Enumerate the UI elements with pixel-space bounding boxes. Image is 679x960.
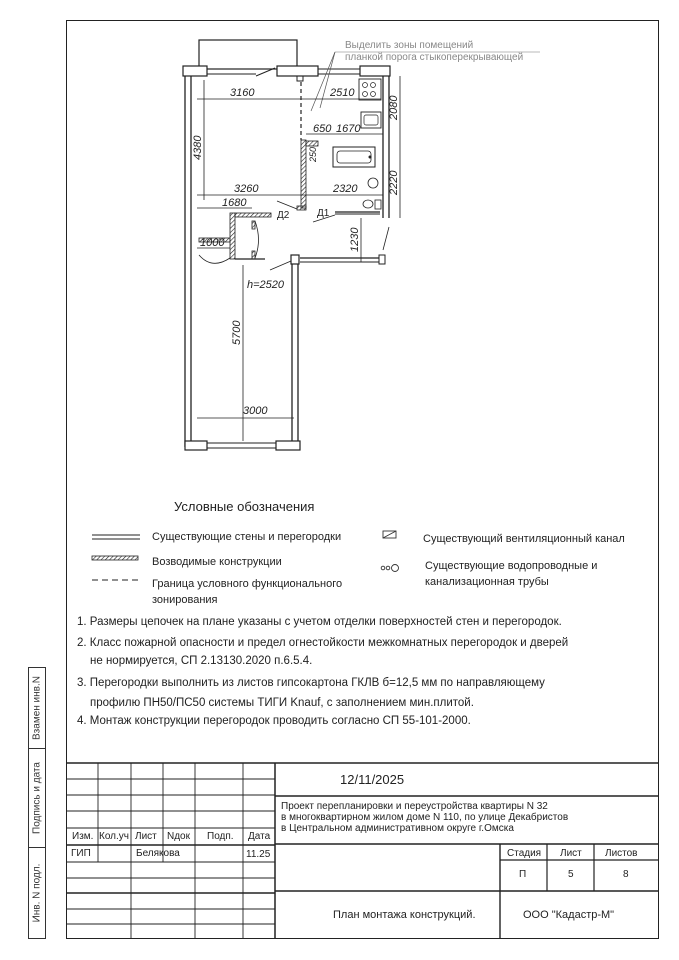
stamp-original-inv: Инв. N подл. xyxy=(28,847,46,939)
dim-1670: 1670 xyxy=(336,123,361,135)
dim-250: 250 xyxy=(308,146,318,162)
note-2-cont: не нормируется, СП 2.13130.2020 п.6.5.4. xyxy=(90,655,313,667)
signer-name: Белякова xyxy=(136,848,180,859)
header-ndok: Nдок xyxy=(167,831,190,842)
dim-650: 650 xyxy=(313,123,332,135)
header-data: Дата xyxy=(248,831,271,842)
title-date: 12/11/2025 xyxy=(340,772,405,787)
dim-2220: 2220 xyxy=(388,170,400,195)
header-izm: Изм. xyxy=(72,831,94,842)
note-3-cont: профилю ПН50/ПС50 системы ТИГИ Knauf, с заполнением мин.плитой. xyxy=(90,697,474,709)
legend-label-new-construction: Возводимые конструкции xyxy=(152,556,282,568)
project-line-1: Проект перепланировки и переустройства квартиры N 32 xyxy=(281,801,548,812)
dim-2080: 2080 xyxy=(388,95,400,120)
sheets-value: 8 xyxy=(623,869,629,880)
project-line-2: в многоквартирном жилом доме N 110, по улице Декабристов xyxy=(281,812,569,823)
dim-4380: 4380 xyxy=(192,135,204,160)
signer-role: ГИП xyxy=(71,848,91,859)
stamp-replacement-inv: Взамен инв.N xyxy=(28,667,46,749)
dim-1000: 1000 xyxy=(200,237,225,249)
annotation-line-2: планкой порога стыкоперекрывающей xyxy=(345,52,524,63)
sheets-label: Листов xyxy=(605,848,638,859)
door-d2-label: Д2 xyxy=(277,210,290,221)
sheet-label: Лист xyxy=(560,848,582,859)
legend-title: Условные обозначения xyxy=(174,499,315,514)
note-2: 2. Класс пожарной опасности и предел огнестойкости межкомнатных перегородок и дверей xyxy=(77,637,569,649)
legend-label-vent-duct: Существующий вентиляционный канал xyxy=(423,533,625,545)
legend-label-pipes: Существующие водопроводные и канализационная трубы xyxy=(425,560,598,588)
header-list: Лист xyxy=(135,831,157,842)
stamp-signature-date: Подпись и дата xyxy=(28,748,46,848)
dim-1230: 1230 xyxy=(349,227,361,252)
room-height: h=2520 xyxy=(247,279,285,291)
legend-label-zone-boundary: Граница условного функционального зонирования xyxy=(152,578,343,606)
annotation-line-1: Выделить зоны помещений xyxy=(345,40,474,51)
dim-5700: 5700 xyxy=(231,320,243,345)
door-d1-label: Д1 xyxy=(317,208,330,219)
header-kol-uch: Кол.уч xyxy=(99,831,129,842)
stage-label: Стадия xyxy=(507,848,542,859)
dim-2510: 2510 xyxy=(330,87,355,99)
dim-3000: 3000 xyxy=(243,405,268,417)
dim-2320: 2320 xyxy=(333,183,358,195)
stage-value: П xyxy=(519,869,527,880)
signer-date: 11.25 xyxy=(246,849,271,860)
note-3: 3. Перегородки выполнить из листов гипсокартона ГКЛВ б=12,5 мм по направляющему xyxy=(77,677,545,689)
sheet-value: 5 xyxy=(568,869,574,880)
dim-3260: 3260 xyxy=(234,183,259,195)
legend-label-existing-walls: Существующие стены и перегородки xyxy=(152,531,342,543)
note-1: 1. Размеры цепочек на плане указаны с учетом отделки поверхностей стен и перегородок. xyxy=(77,616,562,628)
header-podp: Подп. xyxy=(207,831,234,842)
project-title xyxy=(281,801,568,834)
company-name: ООО "Кадастр-М" xyxy=(523,909,615,921)
dim-3160: 3160 xyxy=(230,87,255,99)
drawing-title: План монтажа конструкций. xyxy=(333,909,476,921)
dim-1680: 1680 xyxy=(222,197,247,209)
project-line-3: в Центральном административном округе г.Омска xyxy=(281,823,514,834)
note-4: 4. Монтаж конструкции перегородок проводить согласно СП 55-101-2000. xyxy=(77,715,471,727)
